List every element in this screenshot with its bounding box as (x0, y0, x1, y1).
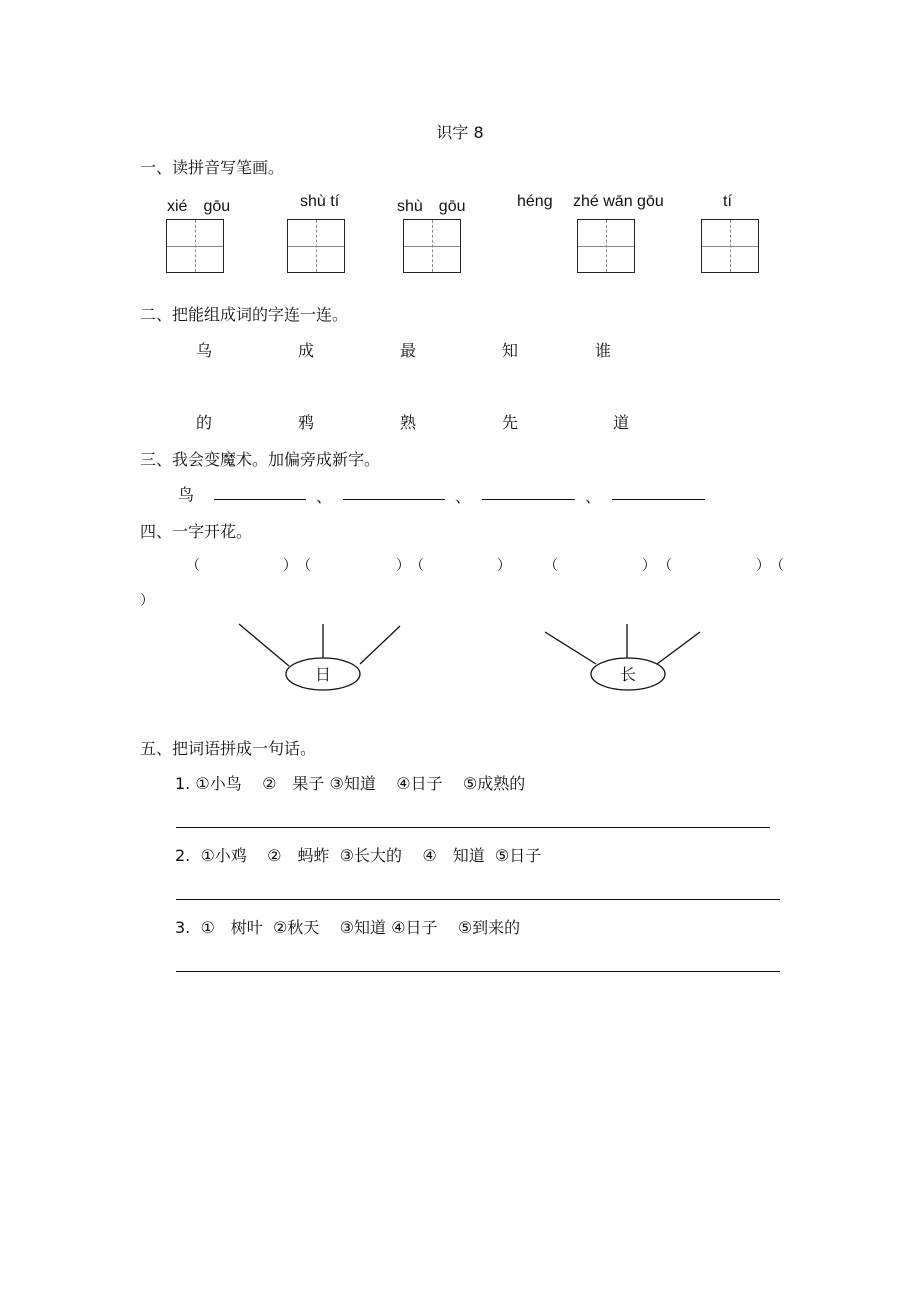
separator: 、 (316, 487, 333, 506)
word-option: ④日子 (391, 918, 438, 937)
sentence-item (175, 843, 541, 866)
word-option: ⑤日子 (494, 846, 542, 865)
paren-open[interactable]: （ (658, 558, 672, 574)
word-option: ④日子 (396, 774, 443, 793)
answer-blank[interactable] (343, 499, 445, 500)
flower-center-char: 长 (620, 665, 637, 684)
sentence-item (175, 915, 520, 938)
answer-line[interactable] (176, 971, 780, 972)
section-4-heading: 四、一字开花。 (140, 522, 253, 541)
answer-blank[interactable] (214, 499, 306, 500)
writing-grid-box[interactable] (287, 219, 345, 273)
word-option: ⑤成熟的 (462, 774, 526, 793)
sentence-item (175, 771, 525, 794)
section-2-heading: 二、把能组成词的字连一连。 (140, 305, 349, 324)
pinyin-label: shù tí (300, 193, 340, 210)
paren-open[interactable]: （ (297, 558, 311, 574)
paren-open[interactable]: （ (186, 558, 200, 574)
word-option: ④ 知道 (422, 846, 485, 865)
word-option: ②秋天 (272, 918, 320, 937)
separator: 、 (585, 487, 602, 506)
pinyin-label: zhé wān gōu (573, 193, 664, 210)
match-char-bottom[interactable]: 先 (502, 413, 519, 432)
word-option: ①小鸟 (195, 774, 242, 793)
match-char-bottom[interactable]: 熟 (400, 413, 417, 432)
paren-close: ） (756, 558, 770, 574)
writing-grid-box[interactable] (577, 219, 635, 273)
match-char-top[interactable]: 成 (298, 341, 315, 360)
pinyin-label: shù gōu (397, 198, 466, 215)
flower-branch-line (360, 626, 400, 664)
word-option: ② 果子 (262, 774, 325, 793)
match-char-bottom[interactable]: 的 (196, 413, 213, 432)
flower-branch-line (657, 632, 700, 664)
item-number: 1. (175, 774, 191, 793)
flower-branch-line (545, 632, 596, 664)
flower-branch-line (239, 624, 289, 666)
paren-close: ） (396, 558, 410, 574)
match-char-bottom[interactable]: 鸦 (298, 413, 315, 432)
answer-blank[interactable] (482, 499, 575, 500)
item-number: 2. (175, 846, 191, 865)
word-option: ①小鸡 (200, 846, 247, 865)
match-char-top[interactable]: 知 (502, 341, 519, 360)
word-flower-diagram (0, 615, 920, 695)
paren-close: ） (140, 593, 154, 609)
page-title: 识字 8 (436, 123, 484, 142)
section-5-heading: 五、把词语拼成一句话。 (140, 739, 317, 758)
paren-close: ） (283, 558, 297, 574)
answer-line[interactable] (176, 899, 780, 900)
word-option: ③长大的 (339, 846, 403, 865)
word-option: ② 蚂蚱 (267, 846, 330, 865)
match-char-bottom[interactable]: 道 (613, 413, 630, 432)
word-option: ③知道 (339, 918, 387, 937)
word-option: ⑤到来的 (457, 918, 521, 937)
answer-line[interactable] (176, 827, 770, 828)
paren-open[interactable]: （ (770, 558, 784, 574)
match-char-top[interactable]: 最 (400, 341, 417, 360)
paren-open[interactable]: （ (410, 558, 424, 574)
paren-close: ） (642, 558, 656, 574)
match-char-top[interactable]: 乌 (196, 341, 213, 360)
writing-grid-box[interactable] (701, 219, 759, 273)
flower-center-char: 日 (315, 665, 332, 684)
pinyin-label: tí (723, 193, 732, 210)
base-character: 鸟 (178, 485, 195, 504)
writing-grid-box[interactable] (166, 219, 224, 273)
word-option: ③知道 (329, 774, 376, 793)
match-char-top[interactable]: 谁 (595, 341, 612, 360)
pinyin-label: héng (517, 193, 553, 210)
separator: 、 (455, 487, 472, 506)
section-3-heading: 三、我会变魔术。加偏旁成新字。 (140, 450, 381, 469)
word-option: ① 树叶 (200, 918, 263, 937)
writing-grid-box[interactable] (403, 219, 461, 273)
answer-blank[interactable] (612, 499, 705, 500)
section-1-heading: 一、读拼音写笔画。 (140, 158, 285, 177)
paren-open[interactable]: （ (544, 558, 558, 574)
item-number: 3. (175, 918, 191, 937)
paren-close: ） (497, 558, 511, 574)
pinyin-label: xié gōu (167, 198, 231, 215)
